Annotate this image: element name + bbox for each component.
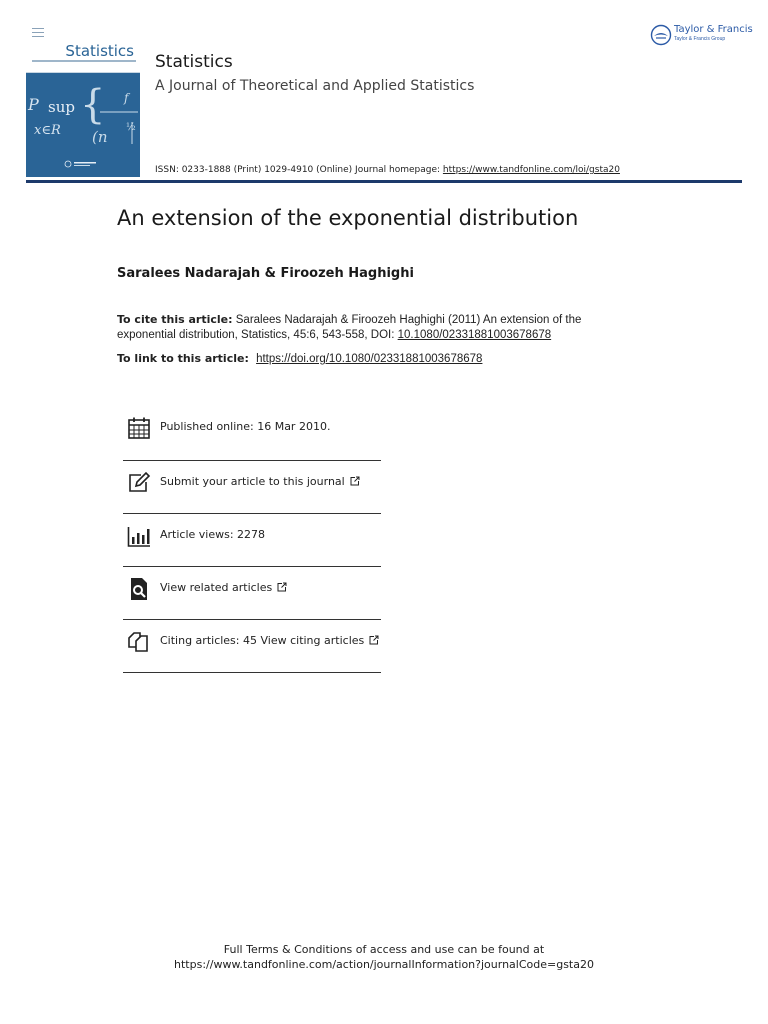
svg-text:x∈R: x∈R xyxy=(34,123,61,138)
journal-subtitle: A Journal of Theoretical and Applied Statistics xyxy=(155,78,475,94)
external-link-icon xyxy=(369,635,379,645)
svg-text:P: P xyxy=(28,95,39,114)
svg-text:½: ½ xyxy=(126,122,136,133)
article-views: Article views: 2278 xyxy=(160,528,266,541)
publisher-name: Taylor & Francis xyxy=(674,24,753,35)
cite-text: Saralees Nadarajah & Firoozeh Haghighi (2011) An extension of the exponential distribution, Statistics, 45:6, 543-558, DOI: xyxy=(117,314,582,341)
published-date: Published online: 16 Mar 2010. xyxy=(160,420,331,433)
svg-text:{: { xyxy=(80,82,106,128)
link-block xyxy=(117,352,482,365)
citing-row[interactable] xyxy=(123,620,381,673)
submit-article-link[interactable] xyxy=(160,475,360,488)
journal-cover-image[interactable] xyxy=(26,22,140,177)
bar-chart-icon xyxy=(127,524,151,548)
submit-label: Submit your article to this journal xyxy=(160,475,345,488)
published-row xyxy=(123,406,381,461)
terms-text: Full Terms & Conditions of access and use can be found at xyxy=(223,943,545,956)
related-articles-icon xyxy=(127,577,151,601)
cover-top-band xyxy=(26,22,140,73)
submit-row[interactable] xyxy=(123,461,381,514)
cover-subtitle-line xyxy=(32,60,136,62)
cover-issue-text xyxy=(32,28,44,40)
cover-publisher-logo xyxy=(64,160,104,168)
publisher-logo-icon xyxy=(650,24,672,46)
related-row[interactable] xyxy=(123,567,381,620)
page-header xyxy=(26,22,753,182)
article-url-link[interactable]: https://doi.org/10.1080/02331881003678678 xyxy=(256,353,483,365)
journal-name: Statistics xyxy=(155,52,233,72)
view-related-link[interactable] xyxy=(160,581,287,594)
article-info-list xyxy=(123,406,381,673)
citing-label: Citing articles: 45 View citing articles xyxy=(160,634,365,647)
taylor-francis-logo[interactable] xyxy=(650,22,753,48)
link-label: To link to this article: xyxy=(117,352,249,365)
svg-text:f: f xyxy=(124,91,129,105)
article-title: An extension of the exponential distribution xyxy=(117,206,579,230)
related-label: View related articles xyxy=(160,581,273,594)
citation-block xyxy=(117,312,617,343)
page-footer xyxy=(0,942,768,972)
svg-text:(n: (n xyxy=(92,128,108,146)
edit-icon xyxy=(127,471,151,495)
cite-label: To cite this article: xyxy=(117,313,233,326)
doi-link[interactable]: 10.1080/02331881003678678 xyxy=(397,329,552,341)
calendar-icon xyxy=(127,416,151,440)
views-row xyxy=(123,514,381,567)
view-citing-link[interactable] xyxy=(160,634,379,647)
journal-homepage-link[interactable]: https://www.tandfonline.com/loi/gsta20 xyxy=(442,165,620,175)
cover-math-illustration xyxy=(26,82,140,152)
article-authors: Saralees Nadarajah & Firoozeh Haghighi xyxy=(117,266,414,281)
citing-articles-icon xyxy=(127,630,151,654)
external-link-icon xyxy=(350,476,360,486)
external-link-icon xyxy=(277,582,287,592)
terms-url[interactable]: https://www.tandfonline.com/action/journalInformation?journalCode=gsta20 xyxy=(174,958,594,971)
svg-text:sup: sup xyxy=(48,98,75,116)
issn-text: ISSN: 0233-1888 (Print) 1029-4910 (Online) Journal homepage: xyxy=(155,165,443,175)
issn-line xyxy=(155,165,620,175)
publisher-group: Taylor & Francis Group xyxy=(674,36,726,42)
cover-title: Statistics xyxy=(65,42,134,60)
header-divider xyxy=(26,180,742,183)
